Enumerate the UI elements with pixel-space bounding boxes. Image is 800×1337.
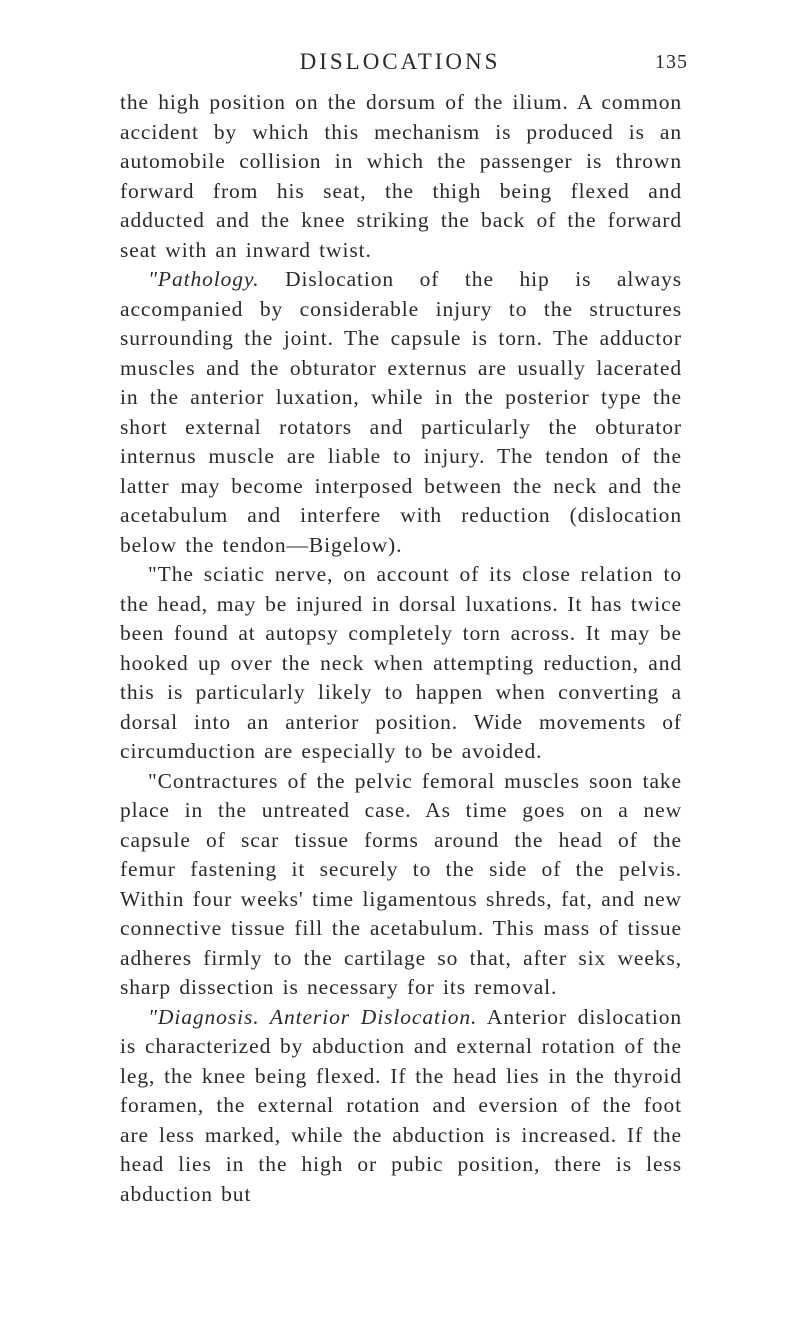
paragraph-text: "The sciatic nerve, on account of its close relation to the head, may be injured in dorsal luxations. It has twice been found at autopsy completely torn across. It may be hooked up over the neck when attempting reduction, and this is particularly likely to happen when converting a dorsal into an anterior position. Wide movements of circumduction are especially to be avoided. [120, 562, 682, 763]
paragraph [120, 88, 682, 265]
paragraph [120, 767, 682, 1003]
running-title: DISLOCATIONS [299, 49, 501, 74]
running-head [120, 44, 688, 84]
section-heading-pathology: "Pathology. [148, 267, 260, 291]
paragraph-text: the high position on the dorsum of the ilium. A common accident by which this mechanism is produced is an automobile collision in which the passenger is thrown forward from his seat, the thigh being flexed and adducted and the knee striking the back of the forward seat with an inward twist. [120, 90, 682, 262]
paragraph-text: Dislocation of the hip is always accompanied by considerable injury to the structures surrounding the joint. The capsule is torn. The adductor muscles and the obturator externus are usually lacerated in the anterior luxation, while in the posterior type the short external rotators and particularly the obturator internus muscle are liable to injury. The tendon of the latter may become interposed between the neck and the acetabulum and interfere with reduction (dislocation below the tendon—Bigelow). [120, 267, 682, 557]
paragraph [120, 265, 682, 560]
paragraph [120, 560, 682, 767]
paragraph-text: Anterior dislocation is characterized by abduction and external rotation of the leg, the knee being flexed. If the head lies in the thyroid foramen, the external rotation and eversion of the foot are less marked, while the abduction is increased. If the head lies in the high or pubic position, there is less abduction but [120, 1004, 682, 1206]
body-text [120, 88, 682, 1209]
paragraph-text: "Contractures of the pelvic femoral muscles soon take place in the untreated case. As time goes on a new capsule of scar tissue forms around the head of the femur fastening it securely to the side of the pelvis. Within four weeks' time ligamentous shreds, fat, and new connective tissue fill the acetabulum. This mass of tissue adheres firmly to the cartilage so that, after six weeks, sharp dissection is necessary for its removal. [120, 768, 682, 999]
section-heading-diagnosis: "Diagnosis. Anterior Dislocation. [148, 1004, 478, 1029]
paragraph [120, 1003, 682, 1210]
page-number: 135 [655, 51, 688, 73]
